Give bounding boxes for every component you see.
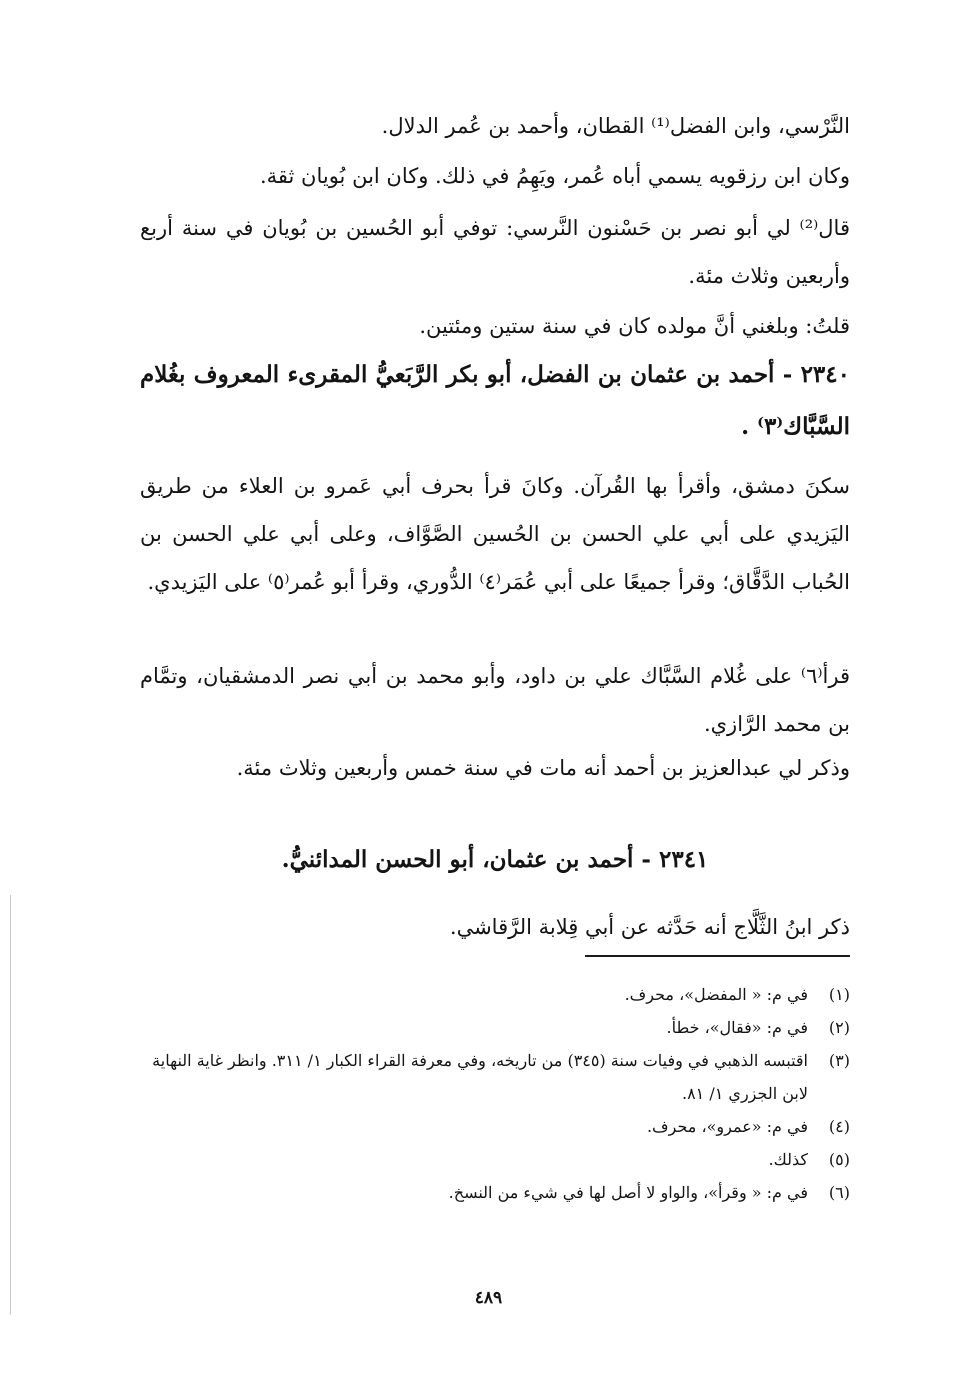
entry-2340-paragraph-3: وذكر لي عبدالعزيز بن أحمد أنه مات في سنة خمس وأربعين وثلاث مئة. bbox=[236, 756, 850, 780]
continuation-line-1: النَّرْسي، وابن الفضل⁽¹⁾ القطان، وأحمد بن عُمر الدلال. bbox=[381, 114, 850, 138]
entry-2340-paragraph-2: قرأ⁽٦⁾ على غُلام السَّبَّاك علي بن داود، وأبو محمد بن أبي نصر الدمشقيان، وتمَّام بن محمد الرَّازي. bbox=[140, 664, 850, 736]
footnote-text: كذلك. bbox=[768, 1150, 808, 1169]
paragraph-qultu: قلتُ: وبلغني أنَّ مولده كان في سنة ستين ومئتين. bbox=[419, 314, 850, 338]
entry-2341-heading: ٢٣٤١ - أحمد بن عثمان، أبو الحسن المدائنيُّ. bbox=[281, 846, 709, 873]
continuation-line-2: وكان ابن رزقويه يسمي أباه عُمر، ويَهِمُ في ذلك. وكان ابن بُويان ثقة. bbox=[259, 164, 850, 188]
footnote-number: (٥) bbox=[828, 1150, 850, 1169]
footnote-number: (١) bbox=[828, 985, 850, 1004]
footnotes bbox=[140, 978, 850, 1209]
paragraph-qal: قال⁽²⁾ لي أبو نصر بن حَسْنون النَّرسي: توفي أبو الحُسين بن بُويان في سنة أربع وأربعين وثلاث مئة. bbox=[140, 216, 850, 288]
footnote-number: (٢) bbox=[828, 1018, 850, 1037]
footnote-text: في م: «فقال»، خطأ. bbox=[666, 1018, 808, 1037]
scan-margin-line bbox=[10, 895, 11, 1315]
footnote bbox=[140, 1176, 850, 1209]
entry-2340-paragraph-1: سكنَ دمشق، وأقرأ بها القُرآن. وكانَ قرأ بحرف أبي عَمرو بن العلاء من طريق اليَزيدي على أبي علي الحسن بن الحُسين الصَّوَّاف، وعلى أبي علي الحسن بن الحُباب الدَّقَّاق؛ وقرأ جميعًا على أبي عُمَر⁽٤⁾ الدُّوري، وقرأ أبو عُمر⁽٥⁾ على اليَزيدي. bbox=[140, 474, 850, 594]
footnote-number: (٤) bbox=[828, 1117, 850, 1136]
footnote-text: في م: « وقرأ»، والواو لا أصل لها في شيء من النسخ. bbox=[448, 1183, 808, 1202]
footnote-text: اقتبسه الذهبي في وفيات سنة (٣٤٥) من تاريخه، وفي معرفة القراء الكبار ١/ ٣١١. وانظر غاية النهاية لابن الجزري ١/ ٨١. bbox=[152, 1051, 808, 1103]
entry-2341-paragraph-1: ذكر ابنُ الثَّلَّاج أنه حَدَّثه عن أبي قِلابة الرَّقاشي. bbox=[449, 915, 850, 939]
entry-2340-heading: ٢٣٤٠ - أحمد بن عثمان بن الفضل، أبو بكر الرَّبَعيُّ المقرىء المعروف بغُلام السَّبَّاك⁽٣⁾ . bbox=[140, 361, 850, 440]
footnote bbox=[140, 1044, 850, 1110]
footnote-text: في م: «عمرو»، محرف. bbox=[646, 1117, 808, 1136]
footnote bbox=[140, 1011, 850, 1044]
footnote-separator bbox=[585, 955, 850, 957]
footnote bbox=[140, 978, 850, 1011]
footnote-number: (٣) bbox=[828, 1051, 850, 1070]
footnote-number: (٦) bbox=[828, 1183, 850, 1202]
footnote bbox=[140, 1143, 850, 1176]
footnote bbox=[140, 1110, 850, 1143]
page-number: ٤٨٩ bbox=[474, 1288, 503, 1308]
footnote-text: في م: « المفضل»، محرف. bbox=[624, 985, 808, 1004]
